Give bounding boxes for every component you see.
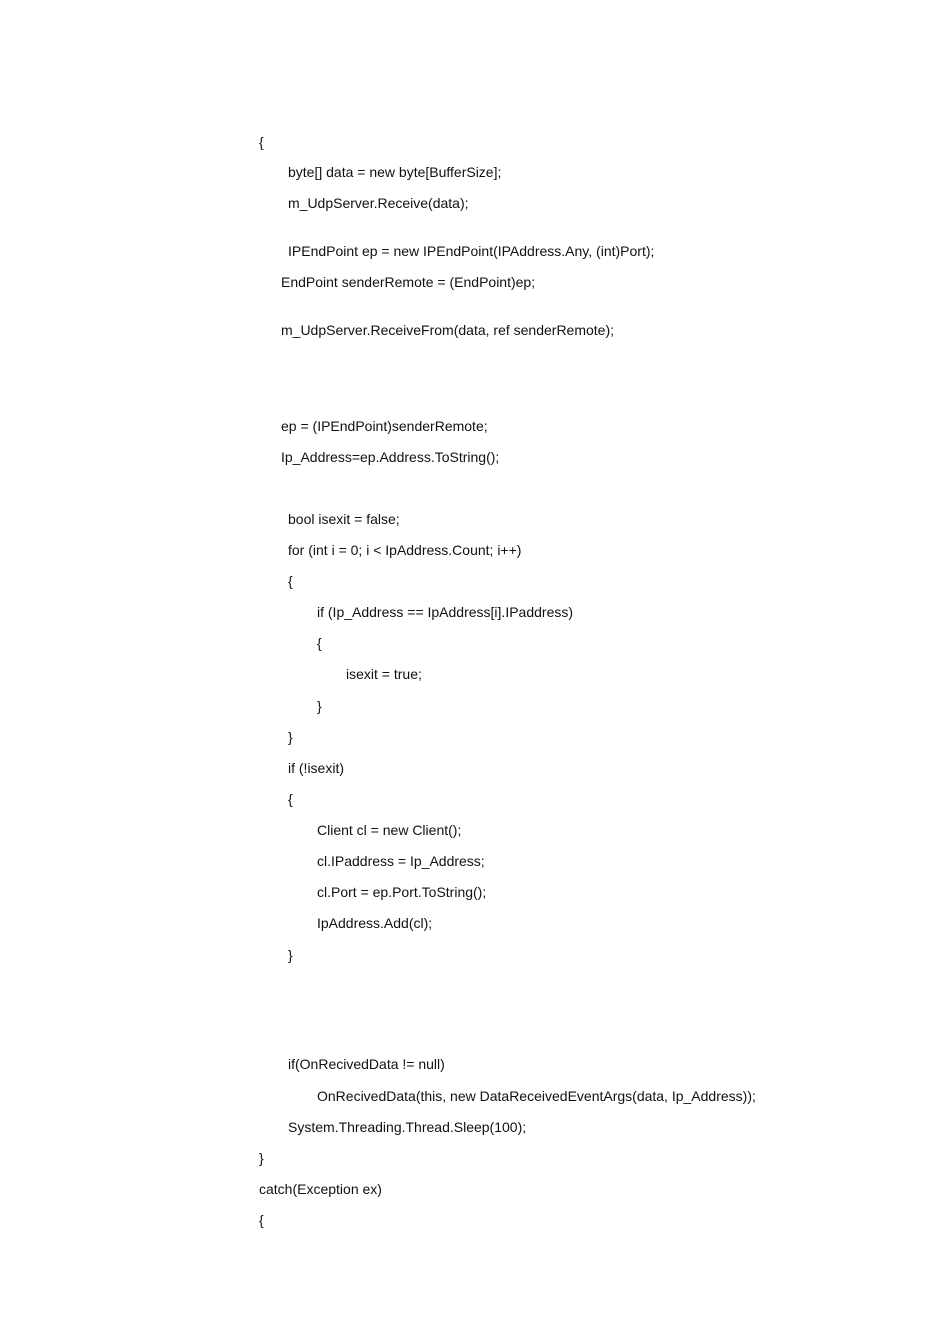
code-line: { xyxy=(259,1212,264,1228)
code-line: IPEndPoint ep = new IPEndPoint(IPAddress.Any, (int)Port); xyxy=(288,243,655,259)
code-line: bool isexit = false; xyxy=(288,511,400,527)
code-line: } xyxy=(288,729,293,745)
code-line: } xyxy=(317,698,322,714)
code-line: cl.Port = ep.Port.ToString(); xyxy=(317,884,487,900)
code-line: Ip_Address=ep.Address.ToString(); xyxy=(281,449,500,465)
code-line: { xyxy=(259,134,264,150)
code-line: if (!isexit) xyxy=(288,760,344,776)
code-line: { xyxy=(288,573,293,589)
code-line: if (Ip_Address == IpAddress[i].IPaddress) xyxy=(317,604,574,620)
code-line: ep = (IPEndPoint)senderRemote; xyxy=(281,418,488,434)
code-line: } xyxy=(288,947,293,963)
code-line: EndPoint senderRemote = (EndPoint)ep; xyxy=(281,274,536,290)
code-line: cl.IPaddress = Ip_Address; xyxy=(317,853,485,869)
code-line: { xyxy=(288,791,293,807)
code-line: System.Threading.Thread.Sleep(100); xyxy=(288,1119,527,1135)
code-line: } xyxy=(259,1150,264,1166)
code-line: byte[] data = new byte[BufferSize]; xyxy=(288,164,502,180)
code-line: Client cl = new Client(); xyxy=(317,822,462,838)
code-line: if(OnRecivedData != null) xyxy=(288,1056,445,1072)
code-line: for (int i = 0; i < IpAddress.Count; i++) xyxy=(288,542,522,558)
code-line: m_UdpServer.Receive(data); xyxy=(288,195,469,211)
code-line: OnRecivedData(this, new DataReceivedEventArgs(data, Ip_Address)); xyxy=(317,1088,756,1104)
code-line: m_UdpServer.ReceiveFrom(data, ref senderRemote); xyxy=(281,322,615,338)
code-line: IpAddress.Add(cl); xyxy=(317,915,433,931)
code-line: catch(Exception ex) xyxy=(259,1181,382,1197)
code-line: { xyxy=(317,635,322,651)
code-line: isexit = true; xyxy=(346,666,422,682)
